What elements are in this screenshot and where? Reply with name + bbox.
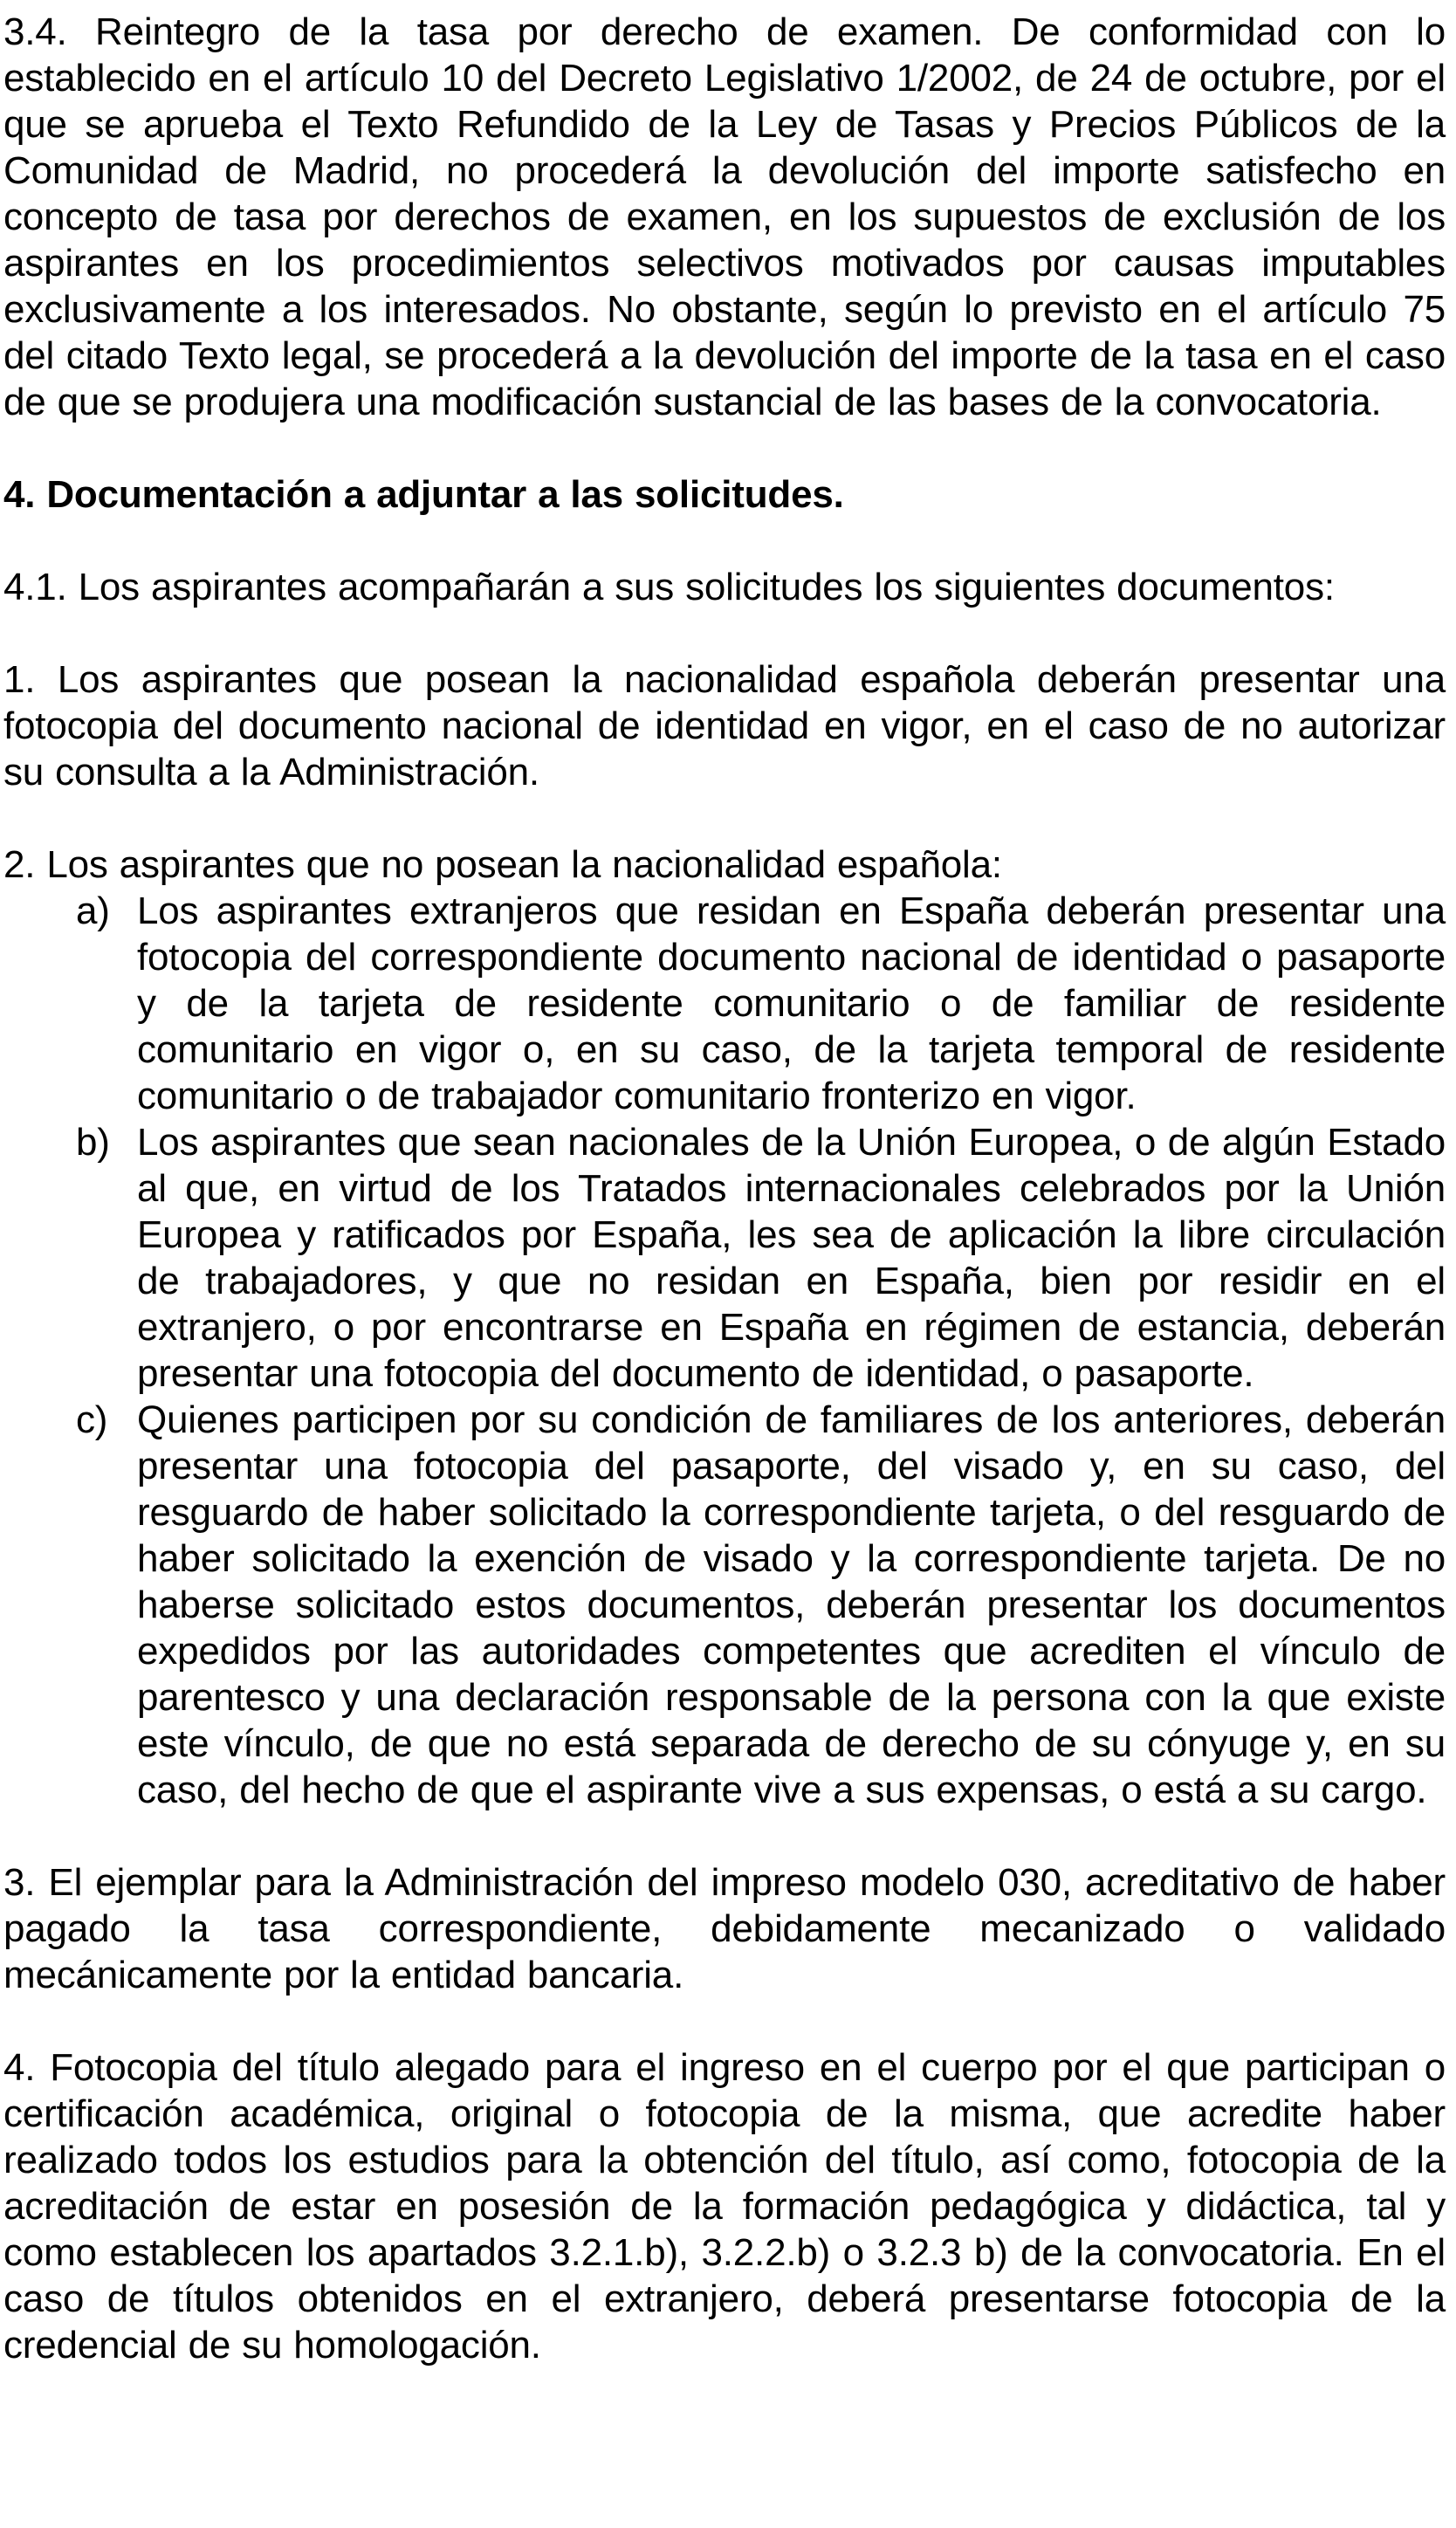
numbered-item-4: 4. Fotocopia del título alegado para el ingreso en el cuerpo por el que participan o certificación académica, original o fotocopia de la misma, que acredite haber realizado todos los estudios para la obtención del título, así como, fotocopia de la acreditación de estar en posesión de la formación pedagógica y didáctica, tal y como establecen los apartados 3.2.1.b), 3.2.2.b) o 3.2.3 b) de la convocatoria. En el caso de títulos obtenidos en el extranjero, deberá presentarse fotocopia de la credencial de su homologación. [3,2046,1446,2367]
list-item-a [3,888,1446,1119]
list-marker-c: c) [76,1398,108,1441]
paragraph-3-4: 3.4. Reintegro de la tasa por derecho de examen. De conformidad con lo establecido en el artículo 10 del Decreto Legislativo 1/2002, de 24 de octubre, por el que se aprueba el Texto Refundido de la Ley de Tasas y Precios Públicos de la Comunidad de Madrid, no procederá la devolución del importe satisfecho en concepto de tasa por derechos de examen, en los supuestos de exclusión de los aspirantes en los procedimientos selectivos motivados por causas imputables exclusivamente a los interesados. No obstante, según lo previsto en el artículo 75 del citado Texto legal, se procederá a la devolución del importe de la tasa en el caso de que se produjera una modificación sustancial de las bases de la convocatoria. [3,10,1446,423]
section-heading-4: 4. Documentación a adjuntar a las solicitudes. [3,473,844,516]
list-marker-b: b) [76,1121,110,1164]
paragraph-4-1: 4.1. Los aspirantes acompañarán a sus solicitudes los siguientes documentos: [3,566,1335,608]
list-item-a-text: Los aspirantes extranjeros que residan en España deberán presentar una fotocopia del correspondiente documento nacional de identidad o pasaporte y de la tarjeta de residente comunitario o de familiar de residente comunitario en vigor o, en su caso, de la tarjeta temporal de residente comunitario o de trabajador comunitario fronterizo en vigor. [137,890,1446,1117]
list-item-b [3,1119,1446,1397]
numbered-item-3: 3. El ejemplar para la Administración del impreso modelo 030, acreditativo de haber pagado la tasa correspondiente, debidamente mecanizado o validado mecánicamente por la entidad bancaria. [3,1861,1446,1996]
list-item-c-text: Quienes participen por su condición de familiares de los anteriores, deberán presentar una fotocopia del pasaporte, del visado y, en su caso, del resguardo de haber solicitado la correspondiente tarjeta, o del resguardo de haber solicitado la exención de visado y la correspondiente tarjeta. De no haberse solicitado estos documentos, deberán presentar los documentos expedidos por las autoridades competentes que acrediten el vínculo de parentesco y una declaración responsable de la persona con la que existe este vínculo, de que no está separada de derecho de su cónyuge y, en su caso, del hecho de que el aspirante vive a sus expensas, o está a su cargo. [137,1398,1446,1811]
numbered-item-2-intro: 2. Los aspirantes que no posean la nacionalidad española: [3,843,1002,886]
list-item-c [3,1397,1446,1813]
numbered-item-1: 1. Los aspirantes que posean la nacionalidad española deberán presentar una fotocopia del documento nacional de identidad en vigor, en el caso de no autorizar su consulta a la Administración. [3,658,1446,793]
list-marker-a: a) [76,890,110,932]
numbered-item-2-block [3,842,1446,1813]
lettered-list [3,888,1446,1813]
list-item-b-text: Los aspirantes que sean nacionales de la Unión Europea, o de algún Estado al que, en virtud de los Tratados internacionales celebrados por la Unión Europea y ratificados por España, les sea de aplicación la libre circulación de trabajadores, y que no residan en España, bien por residir en el extranjero, o por encontrarse en España en régimen de estancia, deberán presentar una fotocopia del documento de identidad, o pasaporte. [137,1121,1446,1395]
